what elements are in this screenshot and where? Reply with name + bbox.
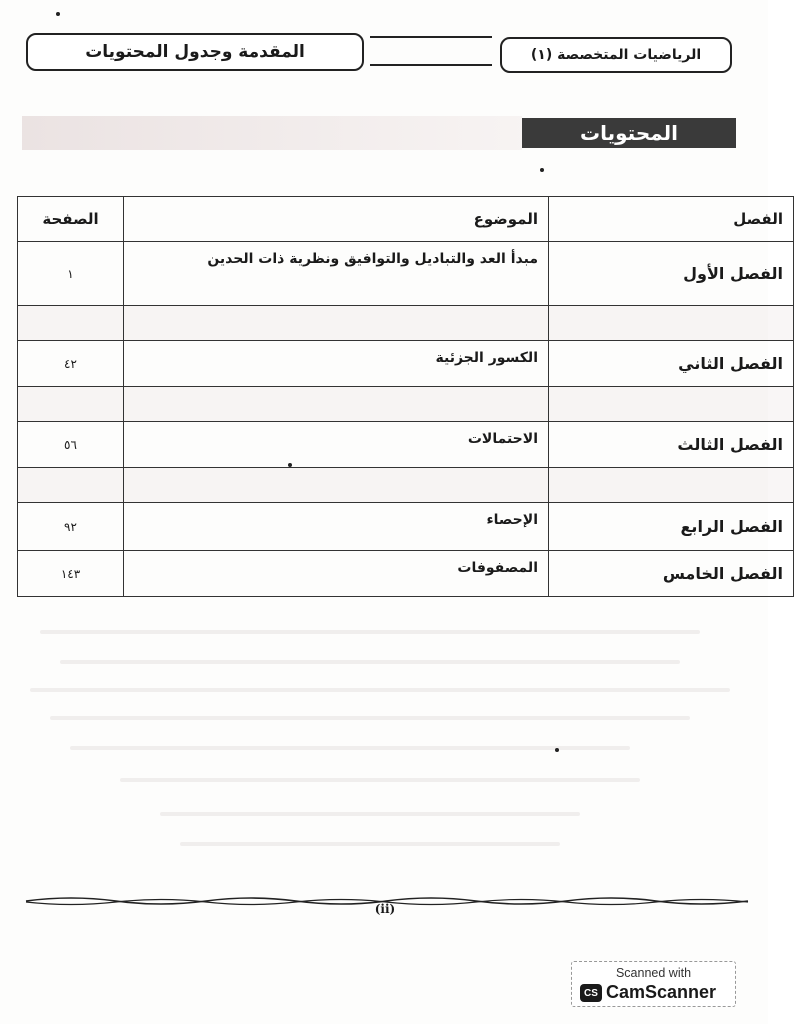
page-number: (ii) (374, 902, 396, 916)
camscanner-logo-icon: CS (580, 984, 602, 1002)
table-row (18, 242, 794, 306)
header-divider-line (370, 36, 492, 38)
watermark-caption: Scanned with (615, 966, 692, 980)
bleed-through-mark (30, 688, 730, 692)
topic-column-header: الموضوع (124, 197, 549, 242)
table-row (18, 503, 794, 551)
spacer-row (18, 306, 794, 341)
scan-speck (555, 748, 559, 752)
chapter-topic: مبدأ العد والتباديل والتوافيق ونظرية ذات الحدين (124, 242, 549, 306)
table-row (18, 341, 794, 387)
bleed-through-mark (160, 812, 580, 816)
page-column-header: الصفحة (18, 197, 124, 242)
chapter-name: الفصل الخامس (549, 551, 794, 597)
chapter-column-header: الفصل (549, 197, 794, 242)
contents-heading: المحتويات (522, 118, 736, 148)
spacer-row (18, 468, 794, 503)
chapter-name: الفصل الرابع (549, 503, 794, 551)
heading-band (22, 116, 522, 150)
camscanner-watermark (571, 961, 736, 1007)
chapter-name: الفصل الثالث (549, 422, 794, 468)
chapter-topic: الإحصاء (124, 503, 549, 551)
bleed-through-mark (60, 660, 680, 664)
scan-speck (540, 168, 544, 172)
chapter-topic: المصفوفات (124, 551, 549, 597)
bleed-through-mark (40, 630, 700, 634)
page-title: المقدمة وجدول المحتويات (26, 33, 364, 71)
chapter-name: الفصل الثاني (549, 341, 794, 387)
table-row (18, 551, 794, 597)
header-divider-line (370, 64, 492, 66)
chapter-topic: الاحتمالات (124, 422, 549, 468)
scan-speck (56, 12, 60, 16)
bleed-through-mark (180, 842, 560, 846)
chapter-page: ١٤٣ (18, 551, 124, 597)
subject-label: الرياضيات المتخصصة (١) (500, 37, 732, 73)
table-row (18, 422, 794, 468)
contents-table (17, 196, 794, 597)
chapter-name: الفصل الأول (549, 242, 794, 306)
bleed-through-mark (50, 716, 690, 720)
chapter-page: ١ (18, 242, 124, 306)
chapter-page: ٤٢ (18, 341, 124, 387)
bleed-through-mark (70, 746, 630, 750)
chapter-topic: الكسور الجزئية (124, 341, 549, 387)
bleed-through-mark (120, 778, 640, 782)
chapter-page: ٥٦ (18, 422, 124, 468)
spacer-row (18, 387, 794, 422)
watermark-brand: CamScanner (606, 982, 717, 1002)
table-header-row (18, 197, 794, 242)
chapter-page: ٩٢ (18, 503, 124, 551)
